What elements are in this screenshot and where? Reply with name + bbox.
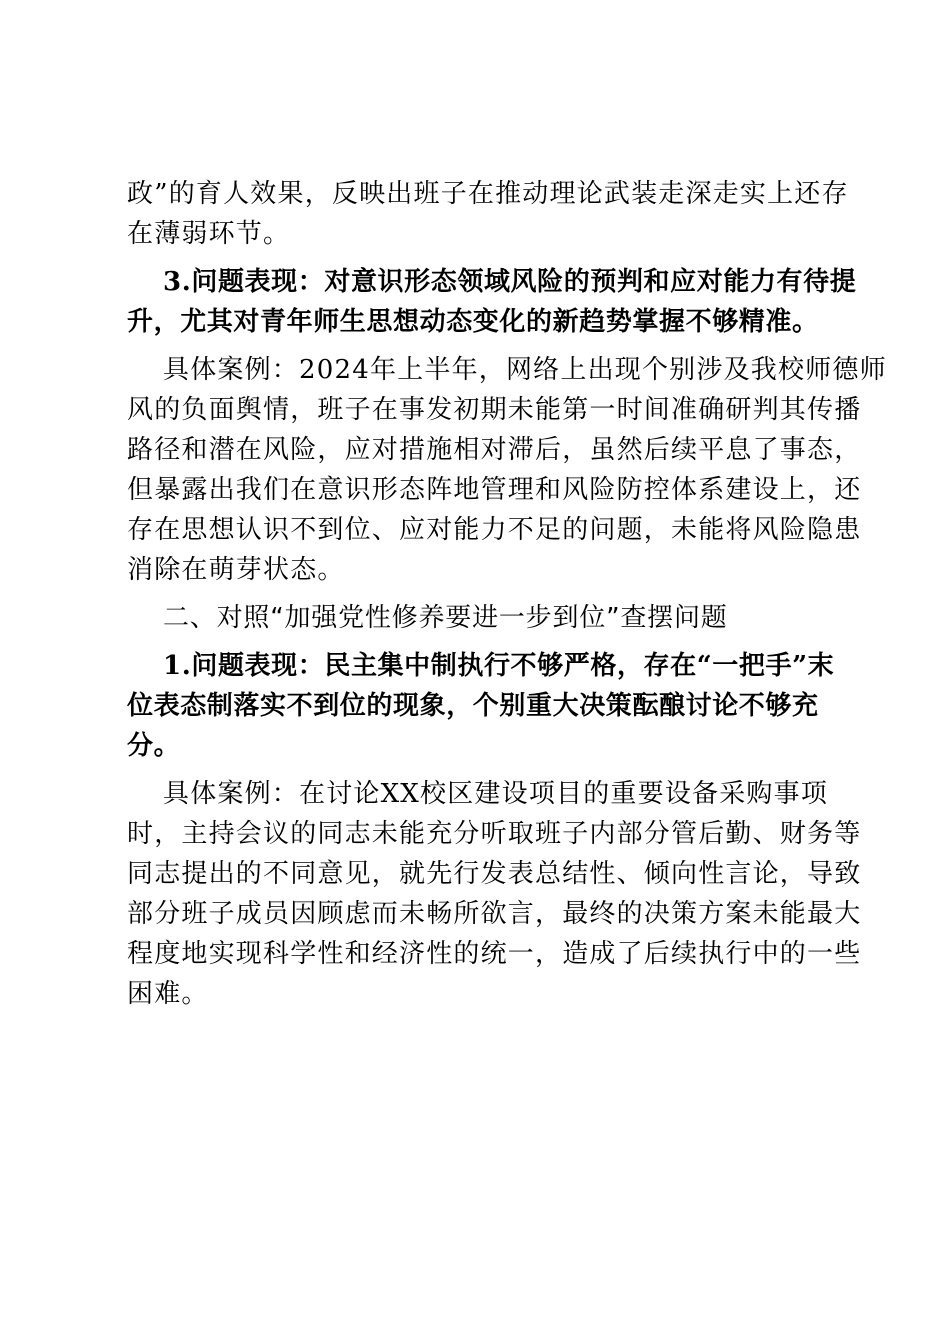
paragraph-continuation [127,174,849,254]
text-line: 在薄弱环节。 [127,219,291,249]
text-line: 困难。 [127,979,209,1009]
text-line: 但暴露出我们在意识形态阵地管理和风险防控体系建设上，还 [127,475,862,505]
text-line: 同志提出的不同意见，就先行发表总结性、倾向性言论，导致 [127,859,862,889]
text-line: 具体案例：在讨论XX校区建设项目的重要设备采购事项 [163,779,829,809]
section-2-heading: 二、对照“加强党性修养要进一步到位”查摆问题 [163,603,728,633]
text-line: 存在思想认识不到位、应对能力不足的问题，未能将风险隐患 [127,515,862,545]
text-line: 部分班子成员因顾虑而未畅所欲言，最终的决策方案未能最大 [127,899,862,929]
case-3-paragraph [127,350,887,590]
text-line: 路径和潜在风险，应对措施相对滞后，虽然后续平息了事态， [127,435,862,465]
text-line: 时，主持会议的同志未能充分听取班子内部分管后勤、财务等 [127,819,862,849]
text-line: 程度地实现科学性和经济性的统一，造成了后续执行中的一些 [127,939,862,969]
problem-3-statement [127,262,857,342]
problem-2-1-statement [127,646,835,766]
text-line: 政”的育人效果，反映出班子在推动理论武装走深走实上还存 [127,179,849,209]
text-line: 风的负面舆情，班子在事发初期未能第一时间准确研判其传播 [127,395,862,425]
case-2-1-paragraph [127,774,862,1014]
text-line: 分。 [127,731,181,761]
text-line: 位表态制落实不到位的现象，个别重大决策酝酿讨论不够充 [127,691,819,721]
text-line: 3.问题表现：对意识形态领域风险的预判和应对能力有待提 [163,267,857,297]
text-line: 1.问题表现：民主集中制执行不够严格，存在“一把手”末 [163,651,835,681]
text-line: 升，尤其对青年师生思想动态变化的新趋势掌握不够精准。 [127,307,819,337]
document-page [127,174,887,1014]
text-line: 具体案例：2024年上半年，网络上出现个别涉及我校师德师 [163,355,887,385]
text-line: 消除在萌芽状态。 [127,555,345,585]
